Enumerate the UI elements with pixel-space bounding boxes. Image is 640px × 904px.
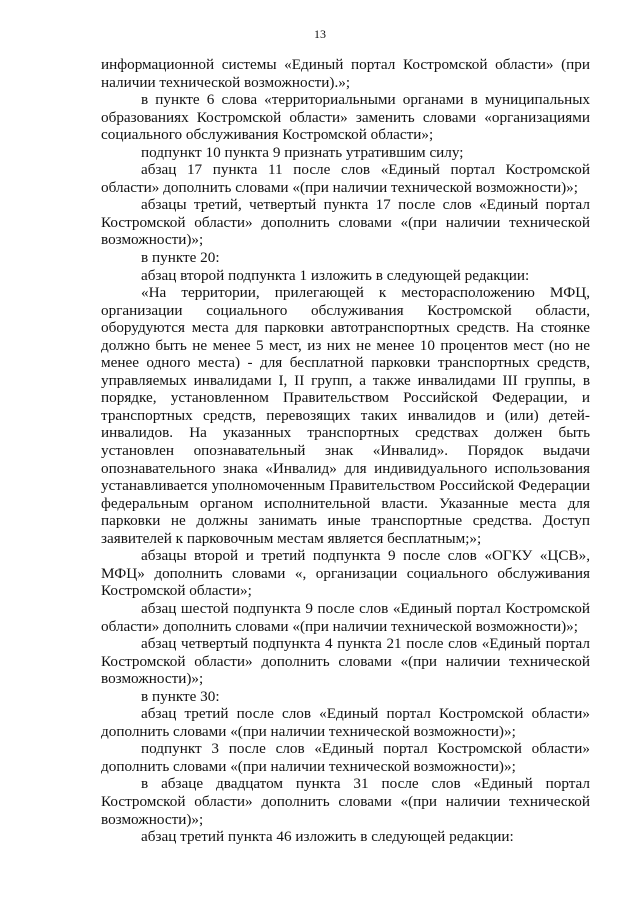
paragraph: абзац второй подпункта 1 изложить в следующей редакции: [141, 266, 530, 284]
paragraph: абзацы третий, четвертый пункта 17 после слов «Единый портал Костромской области» дополнить словами «(при наличии технической возможности)»; [101, 196, 590, 249]
paragraph: в абзаце двадцатом пункта 31 после слов «Единый портал Костромской области» дополнить словами «(при наличии технической возможности)»; [101, 775, 590, 828]
paragraph: «На территории, прилегающей к месторасположению МФЦ, организации социального обслуживания Костромской области, оборудуются места для парковки автотранспортных средств. На стоянке должно быть не менее 5 мест, из них не менее 10 процентов мест (но не менее одного места) - для бесплатной парковки транспортных средств, управляемых инвалидами I, II групп, а также инвалидами III группы, в порядке, установленном Правительством Российской Федерации, и транспортных средств, перевозящих таких инвалидов и (или) детей-инвалидов. На указанных транспортных средствах должен быть установлен опознавательный знак «Инвалид». Порядок выдачи опознавательного знака «Инвалид» для индивидуального использования устанавливается уполномоченным Правительством Российской Федерации федеральным органом исполнительной власти. Указанные места для парковки не должны занимать иные транспортные средства. Доступ заявителей к парковочным местам является бесплатным;»; [101, 284, 590, 547]
paragraph: абзацы второй и третий подпункта 9 после слов «ОГКУ «ЦСВ», МФЦ» дополнить словами «, организации социального обслуживания Костромской области»; [101, 547, 590, 600]
paragraph: подпункт 3 после слов «Единый портал Костромской области» дополнить словами «(при наличии технической возможности)»; [101, 740, 590, 775]
paragraph: абзац третий пункта 46 изложить в следующей редакции: [141, 828, 514, 846]
paragraph: в пункте 6 слова «территориальными органами в муниципальных образованиях Костромской области» заменить словами «организациями социального обслуживания Костромской области»; [101, 91, 590, 144]
page-number: 13 [314, 27, 326, 41]
paragraph: подпункт 10 пункта 9 признать утратившим силу; [141, 143, 464, 161]
paragraph: в пункте 30: [141, 687, 220, 705]
paragraph: абзац четвертый подпункта 4 пункта 21 после слов «Единый портал Костромской области» дополнить словами «(при наличии технической возможности)»; [101, 635, 590, 688]
paragraph: абзац 17 пункта 11 после слов «Единый портал Костромской области» дополнить словами «(при наличии технической возможности)»; [101, 161, 590, 196]
paragraph: в пункте 20: [141, 249, 220, 267]
paragraph: абзац шестой подпункта 9 после слов «Единый портал Костромской области» дополнить словами «(при наличии технической возможности)»; [101, 599, 590, 635]
paragraph: абзац третий после слов «Единый портал Костромской области» дополнить словами «(при наличии технической возможности)»; [101, 705, 590, 740]
paragraph: информационной системы «Единый портал Костромской области» (при наличии технической возможности).»; [101, 56, 590, 91]
document-body [101, 56, 590, 846]
